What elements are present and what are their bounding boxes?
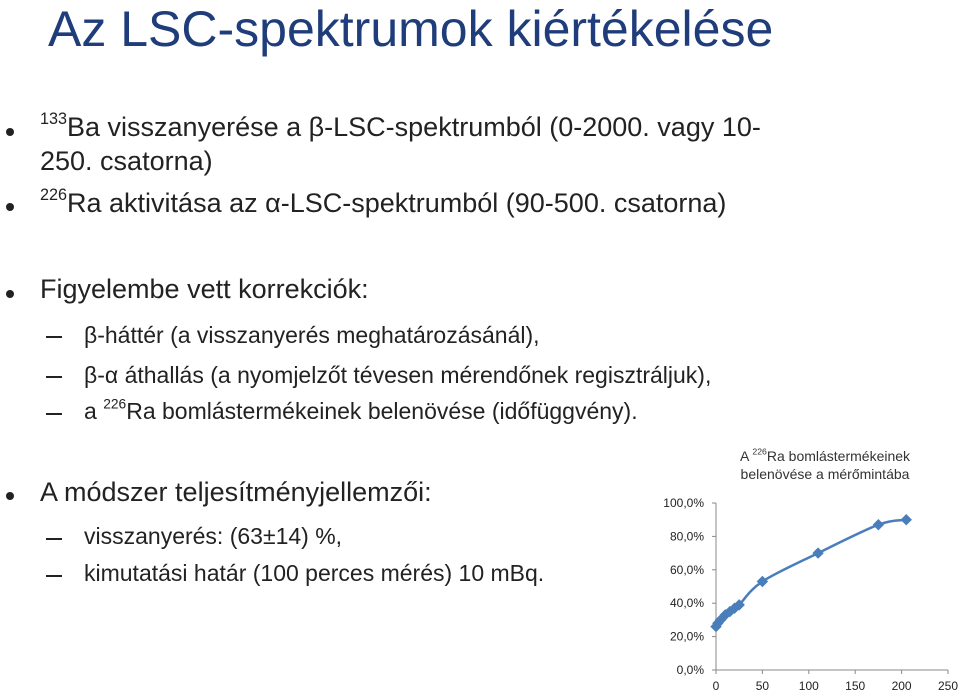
bullet-dot bbox=[6, 492, 14, 500]
page-title: Az LSC-spektrumok kiértékelése bbox=[48, 1, 774, 57]
bullet-corrections: Figyelembe vett korrekciók: bbox=[40, 274, 369, 304]
bullet-text: Ba visszanyerése a β-LSC-spektrumból (0-2000. vagy 10- bbox=[67, 112, 761, 142]
data-point-marker bbox=[711, 622, 721, 632]
x-tick-label: 200 bbox=[891, 679, 912, 693]
bullet-133ba-line2: 250. csatorna) bbox=[40, 146, 213, 176]
sub-item-detection-limit: kimutatási határ (100 perces mérés) 10 mBq. bbox=[84, 560, 545, 586]
sub-dash bbox=[46, 538, 62, 540]
chart-title-text: Ra bomlástermékeinek bbox=[766, 448, 911, 464]
data-point-marker bbox=[813, 548, 823, 558]
series-line bbox=[716, 520, 906, 627]
sub-item-prefix: a bbox=[84, 398, 104, 424]
isotope-mass: 133 bbox=[40, 109, 68, 128]
y-tick-label: 40,0% bbox=[669, 596, 704, 611]
bullet-text: Ra aktivitása az α-LSC-spektrumból (90-500. csatorna) bbox=[67, 188, 727, 218]
sub-item-recovery: visszanyerés: (63±14) %, bbox=[84, 523, 343, 549]
data-point-marker bbox=[730, 603, 740, 613]
data-point-marker bbox=[757, 576, 767, 586]
chart-title-sup: 226 bbox=[752, 446, 767, 457]
sub-item-beta-background: β-háttér (a visszanyerés meghatározásánál), bbox=[84, 322, 540, 348]
y-tick-label: 80,0% bbox=[669, 529, 704, 544]
data-point-marker bbox=[713, 618, 723, 628]
isotope-mass: 226 bbox=[103, 396, 127, 412]
sub-dash bbox=[46, 376, 62, 378]
bullet-133ba-line1 bbox=[40, 109, 761, 143]
data-point-marker bbox=[873, 520, 883, 530]
x-tick-label: 250 bbox=[937, 679, 959, 693]
y-tick-label: 20,0% bbox=[669, 629, 704, 644]
bullet-performance: A módszer teljesítményjellemzői: bbox=[40, 477, 432, 507]
sub-item-crosstalk: β-α áthallás (a nyomjelzőt tévesen mérendőnek regisztráljuk), bbox=[84, 362, 712, 388]
bullet-dot bbox=[6, 128, 14, 136]
bullet-dot bbox=[6, 290, 14, 298]
data-point-marker bbox=[720, 610, 730, 620]
sub-dash bbox=[46, 575, 62, 577]
x-tick-label: 0 bbox=[712, 679, 720, 693]
data-point-marker bbox=[725, 607, 735, 617]
y-tick-label: 0,0% bbox=[676, 663, 704, 677]
data-point-marker bbox=[716, 615, 726, 625]
sub-item-ingrowth bbox=[84, 398, 638, 425]
x-tick-label: 100 bbox=[798, 679, 819, 693]
chart-layer bbox=[663, 496, 958, 693]
chart-title-line1 bbox=[720, 447, 930, 465]
chart-title-line2: belenövése a mérőmintába bbox=[740, 466, 910, 482]
chart-title-prefix: A bbox=[739, 448, 753, 464]
bullet-dot bbox=[6, 203, 14, 211]
data-point-marker bbox=[901, 515, 911, 525]
bullet-226ra bbox=[40, 185, 727, 219]
chart-title bbox=[720, 447, 930, 483]
y-tick-label: 100,0% bbox=[663, 496, 704, 510]
sub-item-text: Ra bomlástermékeinek belenövése (időfüggvény). bbox=[126, 398, 638, 424]
x-tick-label: 150 bbox=[845, 679, 866, 693]
sub-dash bbox=[46, 336, 62, 338]
x-tick-label: 50 bbox=[755, 679, 770, 693]
y-tick-label: 60,0% bbox=[669, 562, 704, 577]
isotope-mass: 226 bbox=[40, 185, 68, 204]
data-point-marker bbox=[734, 600, 744, 610]
sub-dash bbox=[46, 413, 62, 415]
